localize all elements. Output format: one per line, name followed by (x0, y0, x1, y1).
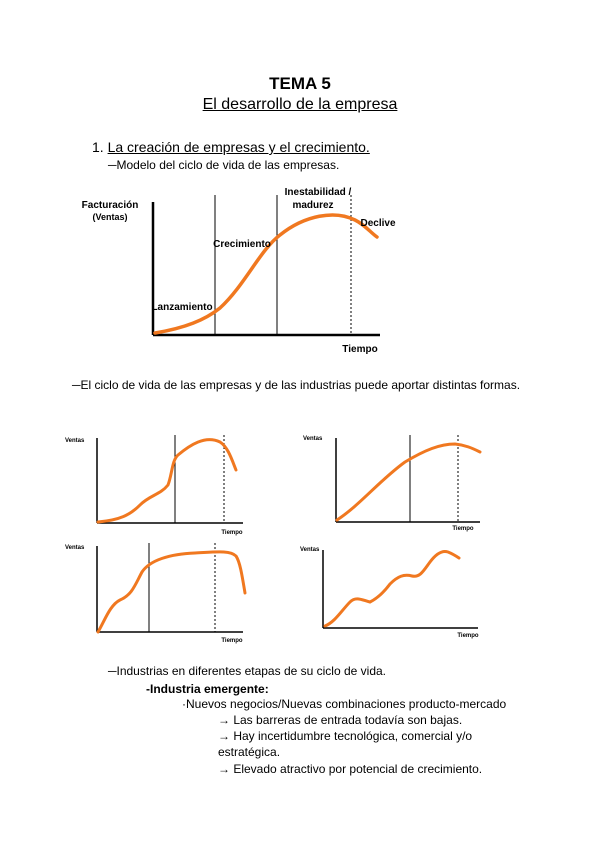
stage-label: madurez (292, 200, 334, 211)
subheading-emerging-industry: -Industria emergente: (146, 682, 269, 696)
page-title: TEMA 5 (269, 74, 331, 93)
x-axis-label: Tiempo (221, 638, 243, 644)
arrow-item: → Hay incertidumbre tecnológica, comercial y/o estratégica. (218, 729, 473, 759)
x-axis-label: Tiempo (221, 530, 243, 536)
stage-label: Lanzamiento (151, 302, 213, 313)
page-subtitle: El desarrollo de la empresa (202, 96, 398, 113)
sales-curve (98, 440, 236, 522)
y-axis-label-sub: (Ventas) (92, 212, 128, 222)
small-chart-2 (300, 430, 490, 540)
stage-label: Declive (360, 218, 396, 229)
sales-curve (337, 444, 480, 520)
sales-curve (98, 552, 245, 632)
small-chart-1 (60, 430, 260, 540)
lifecycle-chart (70, 180, 410, 360)
small-chart-4 (290, 540, 490, 650)
sales-curve (325, 551, 459, 626)
paragraph-lifecycle-forms: ─El ciclo de vida de las empresas y de las industrias puede aportar distintas formas. (72, 378, 521, 392)
x-axis-label: Tiempo (342, 344, 378, 355)
stage-label: Crecimiento (213, 239, 271, 250)
stage-label: Inestabilidad / (284, 187, 352, 198)
y-axis-label: Facturación (81, 200, 139, 211)
section-number: 1. (92, 139, 104, 155)
y-axis-label: Ventas (300, 547, 320, 553)
paragraph-industry-stages: ─Industrias en diferentes etapas de su ciclo de vida. (108, 664, 386, 678)
small-chart-3 (60, 540, 260, 650)
arrow-item: → Elevado atractivo por potencial de crecimiento. (218, 762, 483, 776)
lifecycle-curve (155, 215, 377, 333)
section-heading (92, 139, 370, 155)
paragraph-lifecycle-model: ─Modelo del ciclo de vida de las empresas. (108, 158, 340, 172)
y-axis-label: Ventas (65, 545, 85, 551)
x-axis-label: Tiempo (457, 633, 479, 639)
bullet-new-businesses: ·Nuevos negocios/Nuevas combinaciones producto-mercado (182, 697, 507, 711)
arrow-item: → Las barreras de entrada todavía son bajas. (218, 713, 463, 727)
x-axis-label: Tiempo (452, 526, 474, 532)
y-axis-label: Ventas (303, 436, 323, 442)
section-heading-text: La creación de empresas y el crecimiento. (107, 139, 370, 155)
y-axis-label: Ventas (65, 438, 85, 444)
